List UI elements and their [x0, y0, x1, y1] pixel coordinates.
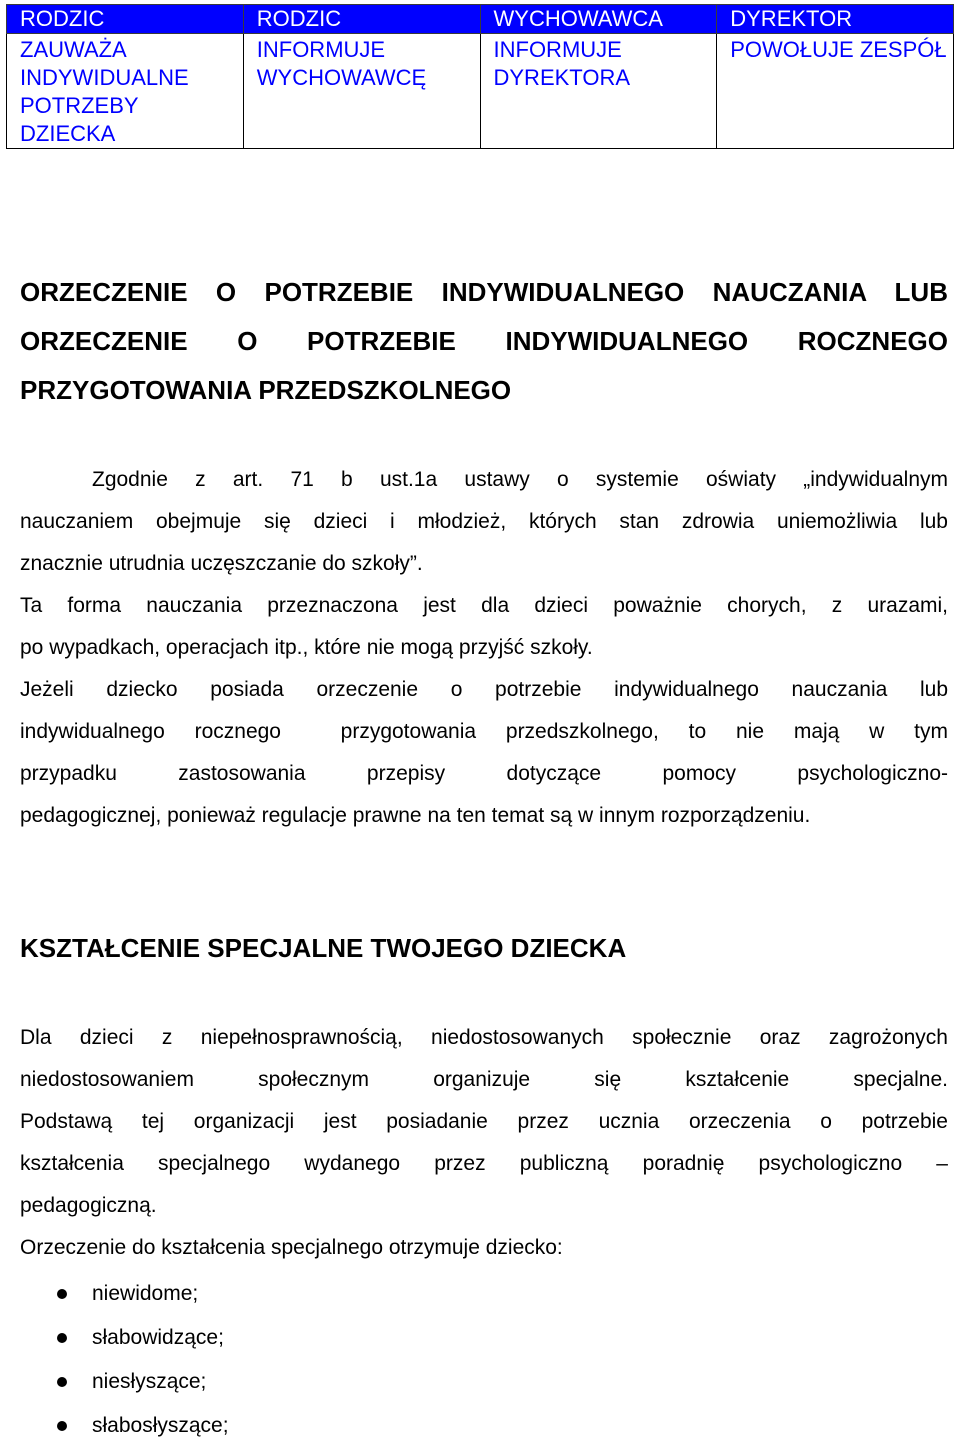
- heading-line: KSZTAŁCENIE SPECJALNE TWOJEGO DZIECKA: [20, 933, 627, 963]
- paragraph-line: pedagogiczną.: [20, 1194, 157, 1217]
- table-cell: INFORMUJE DYREKTORA: [480, 34, 717, 149]
- paragraph-line: Zgodnie z art. 71 b ust.1a ustawy o systemie oświaty „indywidualnym: [92, 468, 948, 491]
- paragraph-line: kształcenia specjalnego wydanego przez publiczną poradnię psychologiczno –: [20, 1152, 948, 1175]
- paragraph-line: po wypadkach, operacjach itp., które nie mogą przyjść szkoły.: [20, 636, 593, 659]
- list-item: [20, 1404, 948, 1448]
- section-heading: [20, 268, 948, 415]
- table-header-cell: WYCHOWAWCA: [480, 5, 717, 34]
- disability-list: [20, 1272, 948, 1448]
- section-heading-special-education: [20, 924, 948, 973]
- paragraph-line: Jeżeli dziecko posiada orzeczenie o potrzebie indywidualnego nauczania lub: [20, 678, 948, 701]
- heading-line: PRZYGOTOWANIA PRZEDSZKOLNEGO: [20, 375, 512, 405]
- bullet-icon: [57, 1377, 67, 1387]
- table-row: [7, 34, 954, 149]
- list-item: [20, 1316, 948, 1360]
- paragraph-line: Podstawą tej organizacji jest posiadanie przez ucznia orzeczenia o potrzebie: [20, 1110, 948, 1133]
- table-header-cell: DYREKTOR: [717, 5, 954, 34]
- paragraph-line: niedostosowaniem społecznym organizuje się kształcenie specjalne.: [20, 1068, 948, 1091]
- process-flow-table: [6, 4, 954, 149]
- list-item: [20, 1272, 948, 1316]
- bullet-icon: [57, 1289, 67, 1299]
- table-header-row: [7, 5, 954, 34]
- list-item: [20, 1360, 948, 1404]
- paragraph-line: nauczaniem obejmuje się dzieci i młodzież, których stan zdrowia uniemożliwia lub: [20, 510, 948, 533]
- table-cell: INFORMUJE WYCHOWAWCĘ: [243, 34, 480, 149]
- paragraph-line: Ta forma nauczania przeznaczona jest dla dzieci poważnie chorych, z urazami,: [20, 594, 948, 617]
- list-item-label: słabosłyszące;: [92, 1414, 229, 1437]
- bullet-icon: [57, 1421, 67, 1431]
- paragraph-line: Orzeczenie do kształcenia specjalnego otrzymuje dziecko:: [20, 1236, 563, 1259]
- paragraph-line: przypadku zastosowania przepisy dotyczące pomocy psychologiczno-: [20, 762, 948, 785]
- bullet-icon: [57, 1333, 67, 1343]
- list-item-label: niewidome;: [92, 1282, 199, 1305]
- paragraph-line: indywidualnego rocznego przygotowania przedszkolnego, to nie mają w tym: [20, 720, 948, 743]
- special-education-paragraphs: [20, 1017, 948, 1269]
- list-item-label: słabowidzące;: [92, 1326, 224, 1349]
- table-cell: ZAUWAŻA INDYWIDUALNE POTRZEBY DZIECKA: [7, 34, 244, 149]
- paragraph-line: znacznie utrudnia uczęszczanie do szkoły”.: [20, 552, 423, 575]
- heading-line: ORZECZENIE O POTRZEBIE INDYWIDUALNEGO ROCZNEGO: [20, 326, 948, 356]
- paragraph-line: Dla dzieci z niepełnosprawnością, niedostosowanych społecznie oraz zagrożonych: [20, 1026, 948, 1049]
- list-item-label: niesłyszące;: [92, 1370, 207, 1393]
- heading-line: ORZECZENIE O POTRZEBIE INDYWIDUALNEGO NAUCZANIA LUB: [20, 277, 948, 307]
- table-header-cell: RODZIC: [7, 5, 244, 34]
- table-cell: POWOŁUJE ZESPÓŁ: [717, 34, 954, 149]
- individual-teaching-paragraphs: [20, 459, 948, 837]
- paragraph-line: pedagogicznej, ponieważ regulacje prawne na ten temat są w innym rozporządzeniu.: [20, 804, 811, 827]
- table-header-cell: RODZIC: [243, 5, 480, 34]
